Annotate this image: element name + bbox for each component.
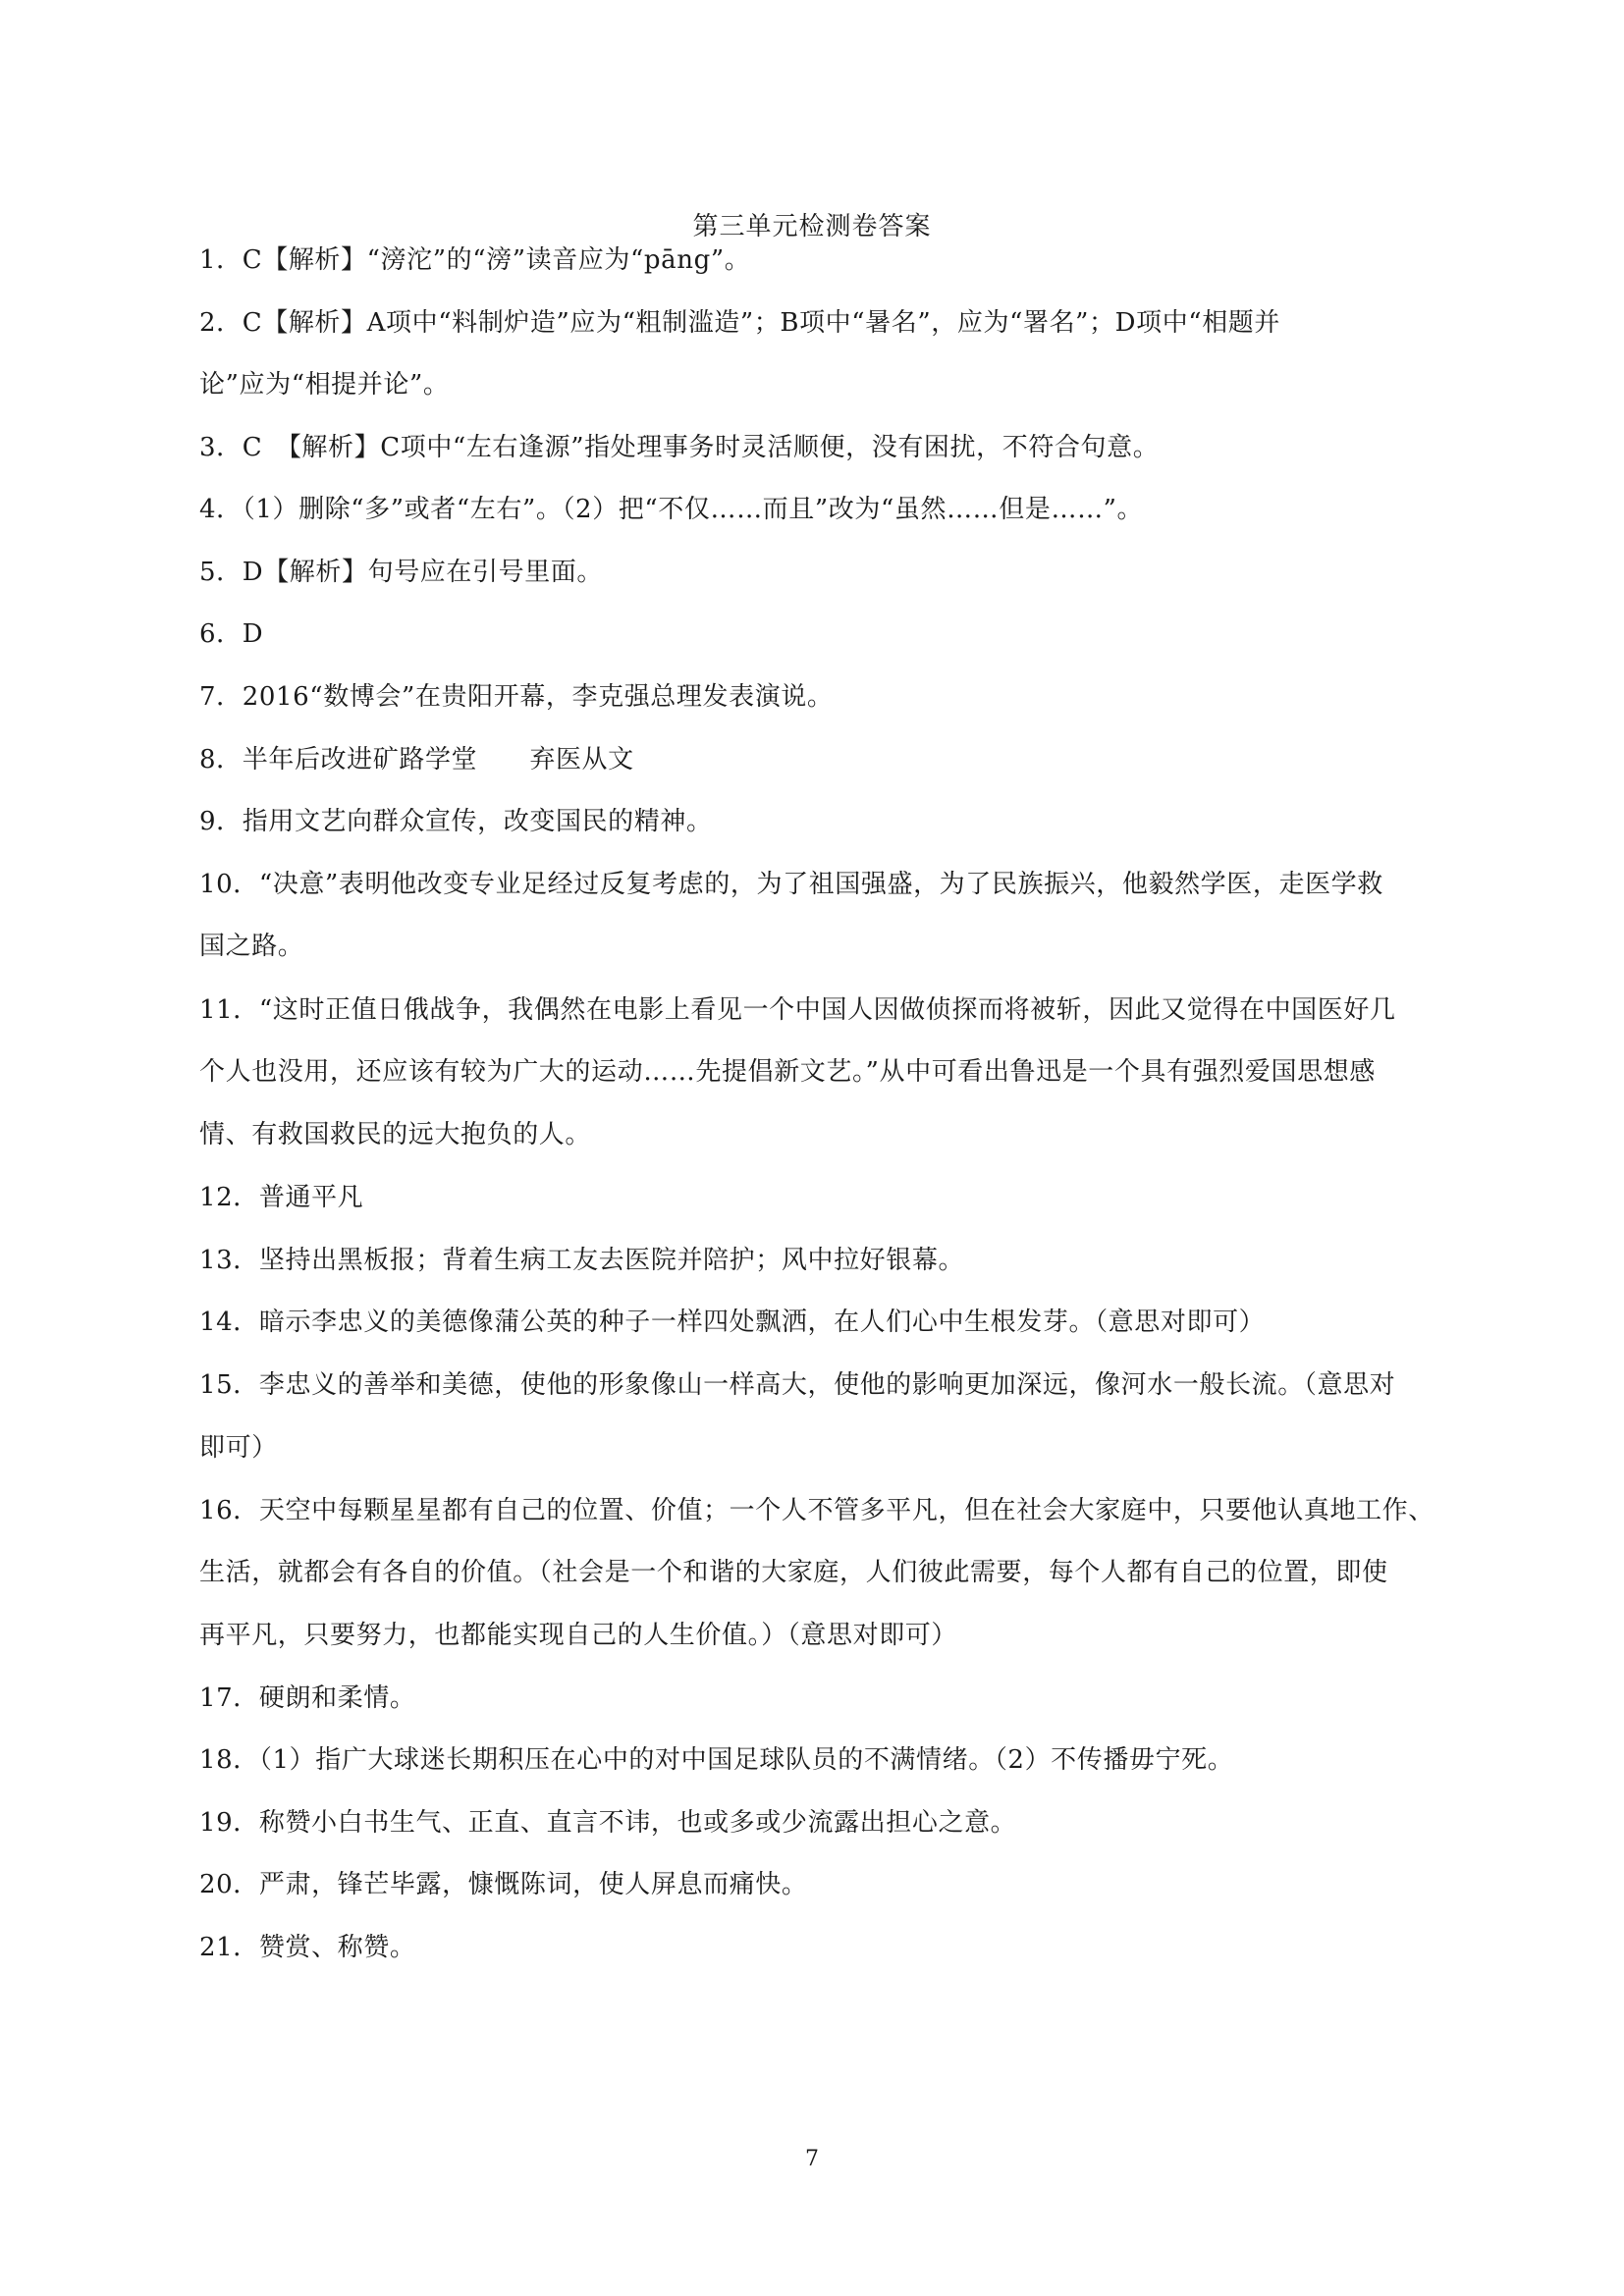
answer-line: 15．李忠义的善举和美德，使他的形象像山一样高大，使他的影响更加深远，像河水一般长流。（意思对 [199,1370,1396,1400]
answer-line: 6．D [199,619,264,649]
answer-line: 16．天空中每颗星星都有自己的位置、价值；一个人不管多平凡，但在社会大家庭中，只要他认真地工作、 [199,1496,1435,1525]
answer-line: 20．严肃，锋芒毕露，慷慨陈词，使人屏息而痛快。 [199,1870,808,1899]
answer-line: 21．赞赏、称赞。 [199,1933,416,1962]
answer-line: 10．“决意”表明他改变专业足经过反复考虑的，为了祖国强盛，为了民族振兴，他毅然学医，走医学救 [199,870,1383,899]
answer-line: 1．C【解析】“滂沱”的“滂”读音应为“pāng”。 [199,245,751,275]
answer-line: 8．半年后改进矿路学堂 弃医从文 [199,745,634,774]
answer-line: 12．普通平凡 [199,1183,364,1212]
page-title: 第三单元检测卷答案 [692,212,932,241]
answer-line: 即可） [199,1433,278,1463]
answer-line: 论”应为“相提并论”。 [199,370,450,400]
answer-line: 9．指用文艺向群众宣传，改变国民的精神。 [199,807,713,836]
answer-line: 再平凡，只要努力，也都能实现自己的人生价值。）（意思对即可） [199,1621,958,1650]
answer-line: 13．坚持出黑板报；背着生病工友去医院并陪护；风中拉好银幕。 [199,1246,965,1275]
answer-line: 4．（1）删除“多”或者“左右”。（2）把“不仅……而且”改为“虽然……但是……”。 [199,495,1144,524]
answer-line: 个人也没用，还应该有较为广大的运动……先提倡新文艺。”从中可看出鲁迅是一个具有强烈爱国思想感 [199,1057,1376,1087]
answer-line: 生活，就都会有各自的价值。（社会是一个和谐的大家庭，人们彼此需要，每个人都有自己的位置，即使 [199,1558,1388,1587]
answer-line: 国之路。 [199,932,304,961]
answer-line: 5．D【解析】句号应在引号里面。 [199,558,603,587]
answer-line: 3．C 【解析】C项中“左右逢源”指处理事务时灵活顺便，没有困扰，不符合句意。 [199,433,1160,462]
page-number: 7 [805,2147,819,2171]
answer-line: 18．（1）指广大球迷长期积压在心中的对中国足球队员的不满情绪。（2）不传播毋宁死。 [199,1745,1234,1775]
answer-line: 11．“这时正值日俄战争，我偶然在电影上看见一个中国人因做侦探而将被斩，因此又觉得在中国医好几 [199,995,1396,1025]
answer-line: 14．暗示李忠义的美德像蒲公英的种子一样四处飘洒，在人们心中生根发芽。（意思对即可） [199,1308,1266,1337]
answer-line: 2．C【解析】A项中“料制炉造”应为“粗制滥造”；B项中“暑名”，应为“署名”；D项中“相题并 [199,308,1280,338]
answer-line: 7．2016“数博会”在贵阳开幕，李克强总理发表演说。 [199,682,834,712]
answer-line: 19．称赞小白书生气、正直、直言不讳，也或多或少流露出担心之意。 [199,1808,1017,1838]
answer-line: 情、有救国救民的远大抱负的人。 [199,1120,592,1149]
answer-line: 17．硬朗和柔情。 [199,1683,416,1713]
